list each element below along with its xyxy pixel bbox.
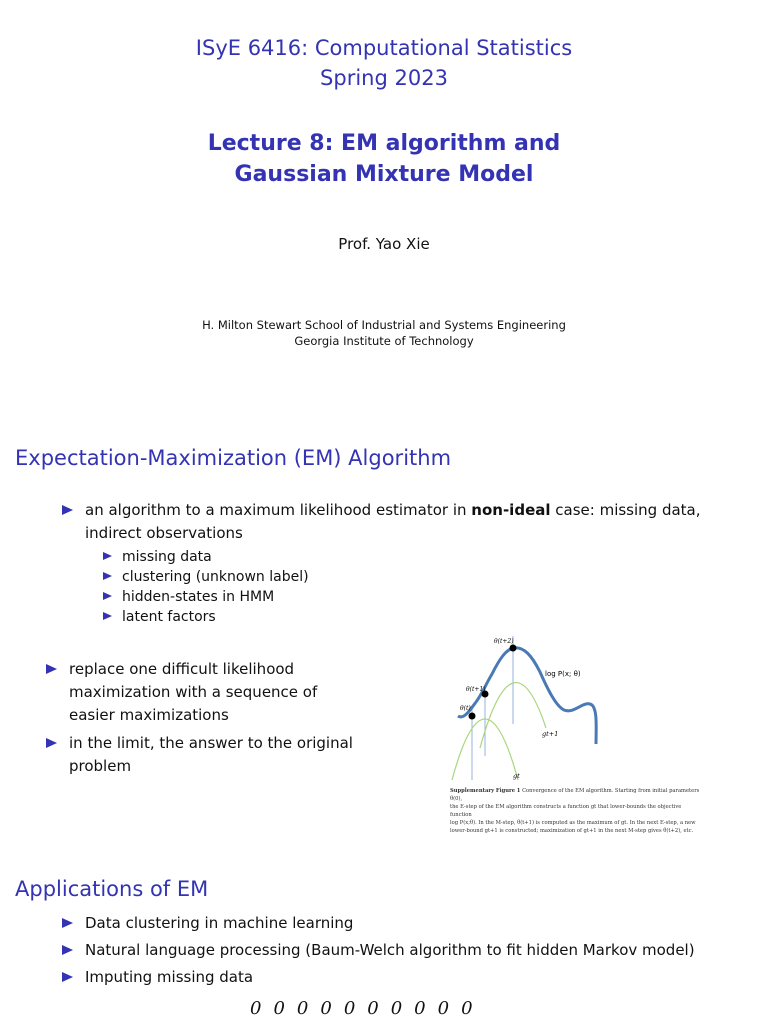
bullet-triangle-icon [103, 572, 112, 580]
bullet-triangle-icon [62, 505, 73, 515]
school-affiliation [0, 317, 768, 349]
label-g-t: gt [513, 772, 520, 780]
digit-sample: 0 [320, 998, 332, 1019]
bullet-triangle-icon [103, 552, 112, 560]
bullet-triangle-icon [62, 972, 73, 982]
course-title-line2: Spring 2023 [320, 66, 448, 90]
bullet-triangle-icon [46, 664, 57, 674]
digit-sample: 0 [273, 998, 285, 1019]
lecture-title-line1: Lecture 8: EM algorithm and [207, 131, 561, 156]
course-title [0, 33, 768, 93]
point-theta-t [469, 713, 476, 720]
bullet-app-nlp: Natural language processing (Baum-Welch algorithm to fit hidden Markov model) [85, 939, 745, 962]
digit-sample: 0 [367, 998, 379, 1019]
caption-line3: log P(x;θ). In the M-step, θ(t+1) is computed as the maximum of gt. In the next E-step, a new [450, 820, 696, 826]
lecture-title [0, 128, 768, 190]
log-likelihood-curve [458, 648, 596, 744]
school-line1: H. Milton Stewart School of Industrial and Systems Engineering [202, 318, 566, 332]
bullet-limit-answer [69, 732, 399, 778]
sub-bullet-missing-data: missing data [122, 547, 212, 567]
digit-sample: 0 [461, 998, 473, 1019]
bullet-replace-line3: easier maximizations [69, 706, 229, 724]
handwritten-digits-row [250, 998, 485, 1019]
bullet-triangle-icon [46, 738, 57, 748]
caption-line2: the E-step of the EM algorithm constructs a function gt that lower-bounds the objective function [450, 804, 682, 818]
bullet-em-definition [85, 499, 745, 545]
sub-bullet-clustering: clustering (unknown label) [122, 567, 309, 587]
digit-sample: 0 [390, 998, 403, 1019]
digit-sample: 0 [414, 998, 426, 1019]
emphasis-non-ideal: non-ideal [471, 501, 551, 519]
bullet-triangle-icon [62, 945, 73, 955]
section-title-applications: Applications of EM [15, 877, 209, 901]
point-theta-t2 [510, 645, 517, 652]
bullet-replace-maximization [69, 658, 399, 727]
bullet-app-imputing: Imputing missing data [85, 966, 745, 989]
bullet-app-clustering: Data clustering in machine learning [85, 912, 745, 935]
label-theta-t1: θ(t+1) [466, 686, 486, 693]
digit-sample: 0 [343, 998, 356, 1019]
section-title-em: Expectation-Maximization (EM) Algorithm [15, 446, 452, 470]
label-theta-t: θ(t) [460, 705, 471, 712]
school-line2: Georgia Institute of Technology [294, 334, 474, 348]
course-title-line1: ISyE 6416: Computational Statistics [195, 36, 573, 60]
bullet-triangle-icon [103, 612, 112, 620]
bullet-em-definition-line2: indirect observations [85, 524, 243, 542]
digit-sample: 0 [437, 998, 450, 1019]
caption-line1: Supplementary Figure 1 Convergence of the EM algorithm. Starting from initial parameters θ(0), [450, 788, 700, 802]
bullet-replace-line2: maximization with a sequence of [69, 683, 318, 701]
label-log-likelihood: log P(x; θ) [545, 670, 581, 678]
digit-sample: 0 [296, 998, 309, 1019]
caption-label: Supplementary Figure 1 [450, 788, 521, 794]
label-g-t1: gt+1 [542, 730, 559, 738]
sub-bullet-hmm: hidden-states in HMM [122, 587, 274, 607]
figure-caption [450, 787, 700, 835]
bullet-limit-line2: problem [69, 757, 132, 775]
em-convergence-figure [440, 628, 620, 788]
bullet-em-definition-line1: an algorithm to a maximum likelihood estimator in non-ideal case: missing data, [85, 501, 701, 519]
bullet-triangle-icon [103, 592, 112, 600]
bullet-limit-line1: in the limit, the answer to the original [69, 734, 353, 752]
bullet-replace-line1: replace one difficult likelihood [69, 660, 295, 678]
digit-sample: 0 [250, 998, 262, 1019]
professor-name: Prof. Yao Xie [338, 235, 430, 253]
lecture-title-line2: Gaussian Mixture Model [234, 162, 534, 187]
sub-bullet-latent-factors: latent factors [122, 607, 216, 627]
bullet-triangle-icon [62, 918, 73, 928]
label-theta-t2: θ(t+2) [494, 638, 514, 645]
caption-line4: lower-bound gt+1 is constructed; maximization of gt+1 in the next M-step gives θ(t+2), etc. [450, 828, 694, 834]
